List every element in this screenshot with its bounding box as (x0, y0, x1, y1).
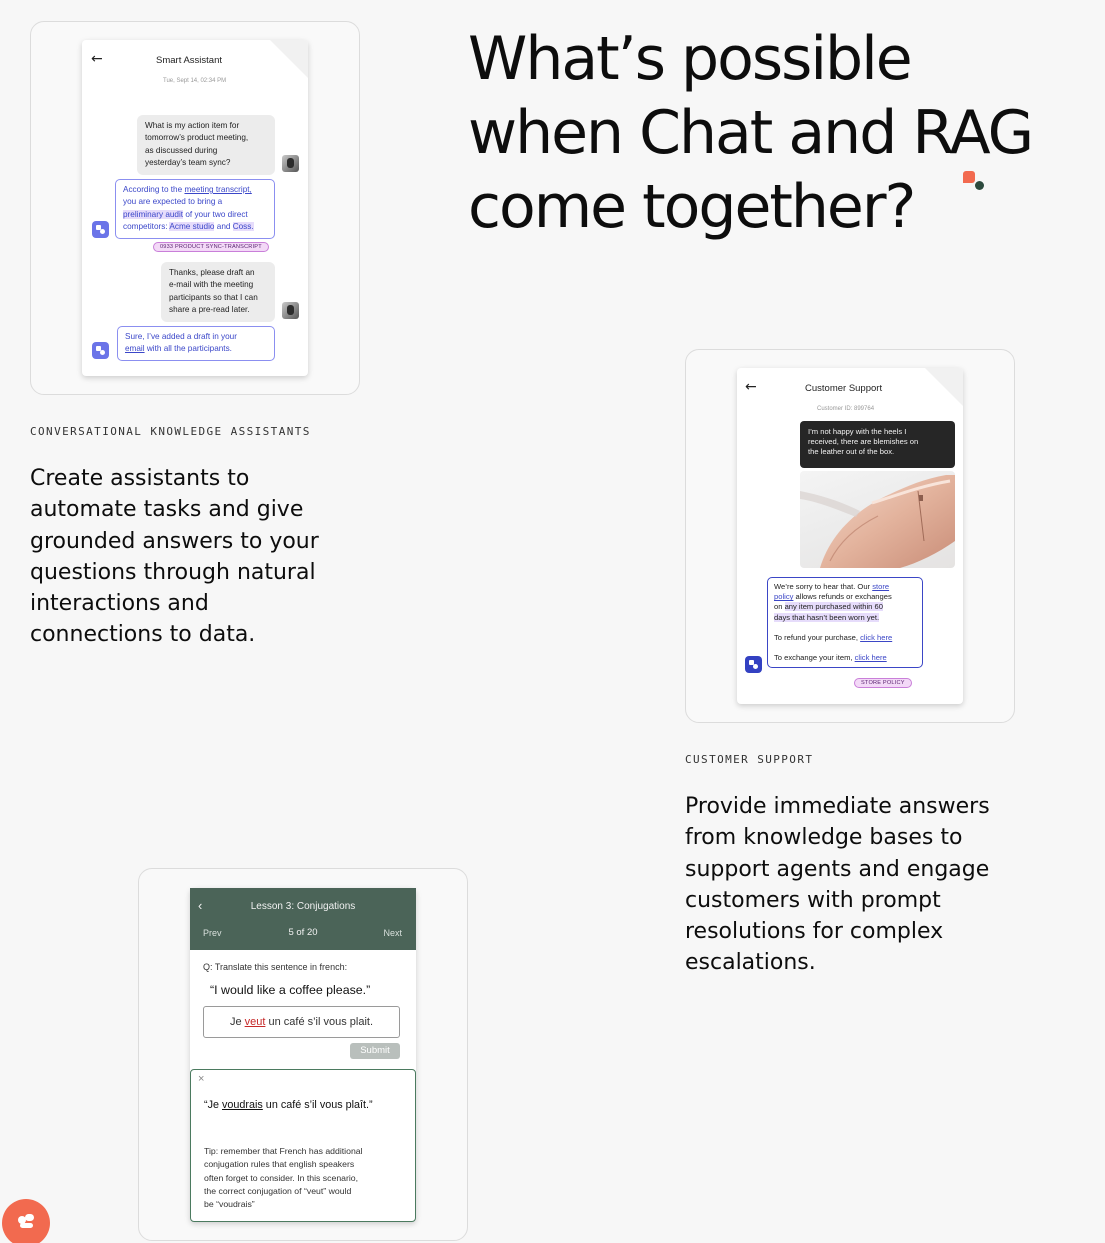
back-arrow-icon[interactable]: ← (745, 379, 757, 395)
message-line: tomorrow’s product meeting, (145, 133, 249, 143)
user-avatar (282, 302, 299, 319)
source-tag[interactable]: 0933 PRODUCT SYNC-TRANSCRIPT (153, 242, 269, 252)
message-line: yesterday’s team sync? (145, 158, 231, 168)
correct-word: voudrais (222, 1099, 263, 1111)
store-policy-link[interactable]: store (872, 582, 890, 591)
feedback-panel (190, 1069, 416, 1222)
reply-text: of your two direct (183, 209, 248, 219)
description-line: escalations. (685, 950, 816, 976)
highlight-text: days that hasn’t been worn yet. (774, 612, 880, 622)
user-message-1 (137, 115, 275, 175)
reply-text: with all the participants. (144, 344, 232, 354)
message-line: the leather out of the box. (808, 447, 895, 457)
page-fold (925, 368, 963, 406)
question-counter: 5 of 20 (288, 927, 318, 938)
product-photo (800, 471, 955, 568)
lesson-title: Lesson 3: Conjugations (250, 901, 356, 912)
description-line: support agents and engage (685, 856, 990, 882)
refund-link[interactable]: click here (860, 632, 893, 642)
phone-title: Customer Support (805, 383, 883, 394)
smart-assistant-phone (82, 40, 308, 376)
assistant-reply-1 (115, 179, 275, 239)
highlight-text: Acme studio (169, 222, 215, 232)
assistant-avatar-icon (92, 342, 109, 359)
prev-button[interactable]: Prev (203, 928, 222, 938)
support-eyebrow: CUSTOMER SUPPORT (685, 753, 814, 766)
message-line: Thanks, please draft an (169, 268, 255, 277)
customer-support-phone (737, 368, 963, 704)
source-sentence: “I would like a coffee please.” (210, 983, 371, 997)
exchange-link[interactable]: click here (854, 653, 887, 663)
page-fold (270, 40, 308, 78)
highlight-text: any item purchased within 60 (784, 602, 883, 612)
agent-reply (767, 577, 923, 668)
customer-message (800, 421, 955, 468)
reply-text: competitors: (123, 222, 170, 232)
reply-text: To exchange your item, (774, 653, 855, 663)
reply-text: on (774, 602, 785, 612)
close-icon[interactable]: × (198, 1073, 205, 1085)
source-tag[interactable]: STORE POLICY (854, 678, 912, 688)
hero-line-2: when Chat and RAG (468, 98, 1033, 168)
hero-line-1: What’s possible (468, 24, 911, 94)
tip-line: conjugation rules that english speakers (204, 1159, 355, 1170)
assistant-reply-2 (117, 326, 275, 361)
timestamp: Tue, Sept 14, 02:34 PM (163, 78, 227, 84)
phone-title: Smart Assistant (156, 55, 222, 66)
agent-avatar-icon (745, 656, 762, 673)
next-button[interactable]: Next (383, 928, 402, 938)
user-message-2 (161, 262, 275, 322)
reply-text: you are expected to bring a (123, 197, 223, 207)
reply-text: We’re sorry to hear that. Our (774, 582, 873, 591)
user-avatar (282, 155, 299, 172)
description-line: automate tasks and give (30, 497, 304, 523)
support-description (685, 791, 990, 979)
back-arrow-icon[interactable]: ← (91, 51, 103, 67)
description-line: grounded answers to your (30, 528, 319, 554)
reply-text: Sure, I’ve added a draft in your (125, 332, 237, 341)
description-line: resolutions for complex (685, 919, 944, 945)
correction-text: “Je (204, 1099, 222, 1111)
reply-text: According to the (123, 185, 185, 194)
message-line: I’m not happy with the heels I (808, 427, 907, 436)
tip-line: Tip: remember that French has additional (204, 1146, 363, 1156)
customer-id: Customer ID: 899764 (817, 406, 875, 412)
hero-heading (468, 22, 1088, 244)
reply-text: To refund your purchase, (774, 632, 861, 642)
language-lesson-card (138, 868, 468, 1241)
answer-input[interactable] (203, 1006, 400, 1038)
brand-mark-icon (963, 171, 985, 193)
lesson-header (190, 888, 416, 950)
back-chevron-icon[interactable]: ‹ (198, 898, 203, 913)
description-line: Create assistants to (30, 466, 250, 491)
knowledge-description (30, 463, 319, 651)
reply-text: and (214, 222, 233, 232)
correction-text: un café s’il vous plaît.” (262, 1099, 373, 1111)
reply-text: allows refunds or exchanges (793, 592, 892, 602)
error-word: veut (244, 1016, 266, 1028)
corrected-sentence (204, 1099, 373, 1111)
description-line: interactions and (30, 591, 209, 617)
hero-line-3: come together? (468, 172, 915, 242)
knowledge-eyebrow: CONVERSATIONAL KNOWLEDGE ASSISTANTS (30, 425, 311, 438)
email-link[interactable]: email (125, 344, 145, 354)
description-line: connections to data. (30, 622, 256, 648)
description-line: Provide immediate answers (685, 794, 990, 819)
question-prompt: Q: Translate this sentence in french: (203, 962, 348, 972)
submit-button[interactable]: Submit (350, 1043, 400, 1059)
customer-support-card (685, 349, 1015, 723)
tip-line: the correct conjugation of “veut” would (204, 1185, 352, 1196)
description-line: questions through natural (30, 559, 316, 585)
lesson-phone (190, 888, 416, 1222)
description-line: customers with prompt (685, 887, 941, 913)
highlight-text: preliminary audit (123, 209, 184, 219)
chat-launcher-button[interactable] (2, 1199, 50, 1243)
message-line: What is my action item for (145, 121, 240, 130)
grammar-tip (204, 1145, 363, 1211)
highlight-text: Coss. (232, 222, 254, 232)
message-line: participants so that I can (169, 292, 258, 302)
transcript-link[interactable]: meeting transcript, (184, 185, 252, 194)
message-line: share a pre-read later. (169, 305, 250, 315)
store-policy-link[interactable]: policy (774, 592, 794, 602)
boot-image (800, 471, 955, 568)
message-line: as discussed during (145, 145, 218, 155)
knowledge-assistant-card (30, 21, 360, 395)
message-line: e-mail with the meeting (169, 280, 254, 290)
message-line: received, there are blemishes on (808, 437, 919, 447)
tip-line: often forget to consider. In this scenario, (204, 1172, 359, 1183)
tip-line: be “voudrais” (204, 1199, 255, 1210)
answer-text: Je (229, 1016, 245, 1028)
description-line: from knowledge bases to (685, 825, 963, 851)
answer-text: un café s’il vous plait. (265, 1016, 374, 1028)
assistant-avatar-icon (92, 221, 109, 238)
